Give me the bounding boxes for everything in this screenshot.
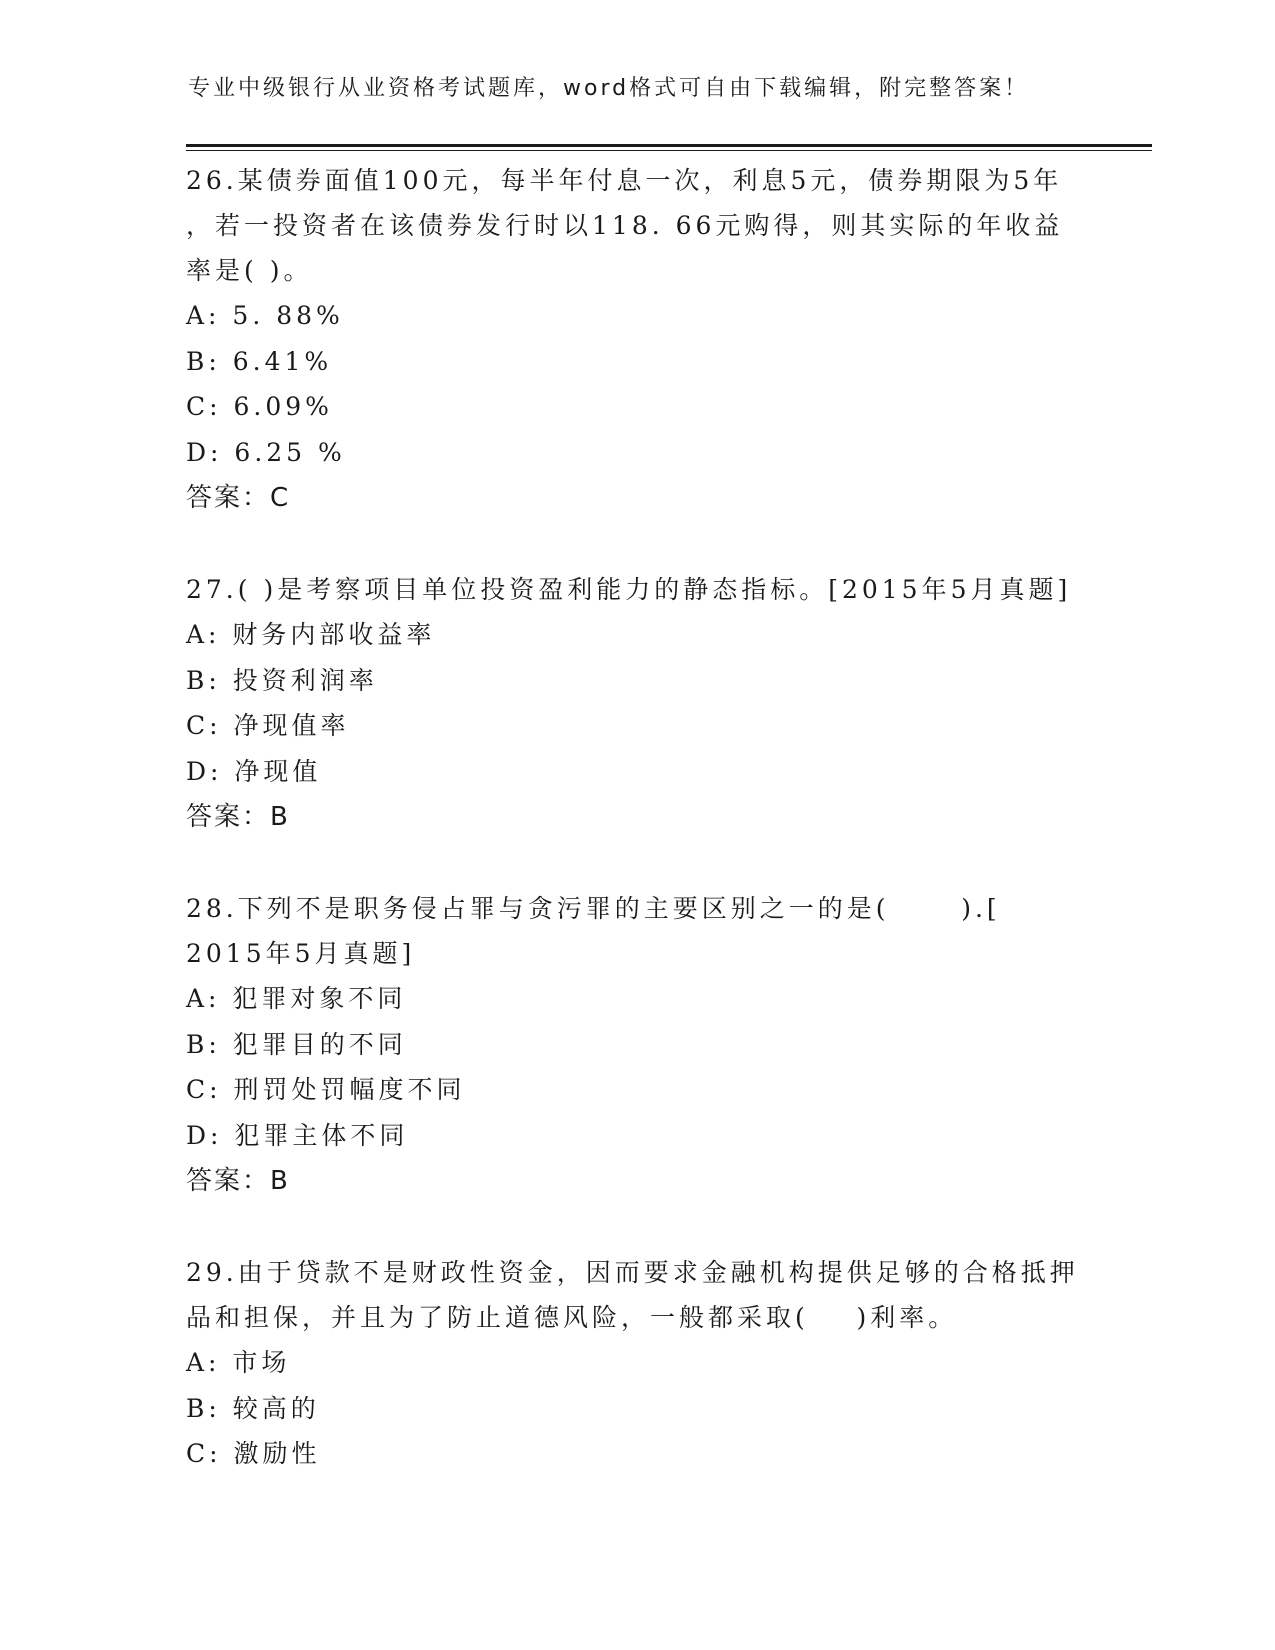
page-header: 专业中级银行从业资格考试题库，word格式可自由下载编辑，附完整答案！ (188, 76, 1030, 101)
question-26 (186, 158, 1146, 521)
question-line: 26.某债券面值100元，每半年付息一次，利息5元，债券期限为5年 (186, 166, 1063, 195)
question-29 (186, 1250, 1146, 1477)
option-d: D: 6.25 % (186, 437, 346, 467)
question-list (186, 158, 1146, 1523)
option-b: B: 投资利润率 (186, 665, 378, 695)
option-d: D: 犯罪主体不同 (186, 1120, 409, 1150)
answer: 答案：C (186, 483, 291, 513)
option-c: C: 6.09% (186, 392, 333, 421)
question-text (186, 1250, 1086, 1340)
question-line: 率是( )。 (186, 256, 313, 285)
question-line: 2015年5月真题] (186, 939, 416, 968)
answer: 答案：B (186, 1166, 290, 1196)
option-c: C: 刑罚处罚幅度不同 (186, 1075, 466, 1104)
question-text (186, 886, 1086, 976)
option-c: C: 净现值率 (186, 711, 350, 740)
question-line: 29.由于贷款不是财政性资金，因而要求金融机构提供足够的合格抵押 (186, 1258, 1079, 1287)
header-rule-thin (186, 150, 1152, 151)
header-rule-thick (186, 144, 1152, 147)
option-a: A: 犯罪对象不同 (186, 984, 407, 1013)
question-line: ，若一投资者在该债券发行时以118. 66元购得，则其实际的年收益 (186, 211, 1064, 240)
option-a: A: 5. 88% (186, 301, 344, 330)
question-text (186, 158, 1086, 293)
question-text (186, 567, 1086, 612)
question-line: 27.( )是考察项目单位投资盈利能力的静态指标。[2015年5月真题] (186, 575, 1072, 604)
option-b: B: 犯罪目的不同 (186, 1029, 407, 1059)
question-27 (186, 567, 1146, 840)
question-line: 28.下列不是职务侵占罪与贪污罪的主要区别之一的是( ).[ (186, 894, 1001, 923)
option-c: C: 激励性 (186, 1439, 321, 1468)
question-line: 品和担保，并且为了防止道德风险，一般都采取( )利率。 (186, 1303, 958, 1332)
option-d: D: 净现值 (186, 756, 322, 786)
option-a: A: 市场 (186, 1348, 291, 1377)
option-b: B: 较高的 (186, 1393, 320, 1423)
option-b: B: 6.41% (186, 346, 333, 376)
answer: 答案：B (186, 802, 290, 832)
option-a: A: 财务内部收益率 (186, 620, 436, 649)
question-28 (186, 886, 1146, 1204)
